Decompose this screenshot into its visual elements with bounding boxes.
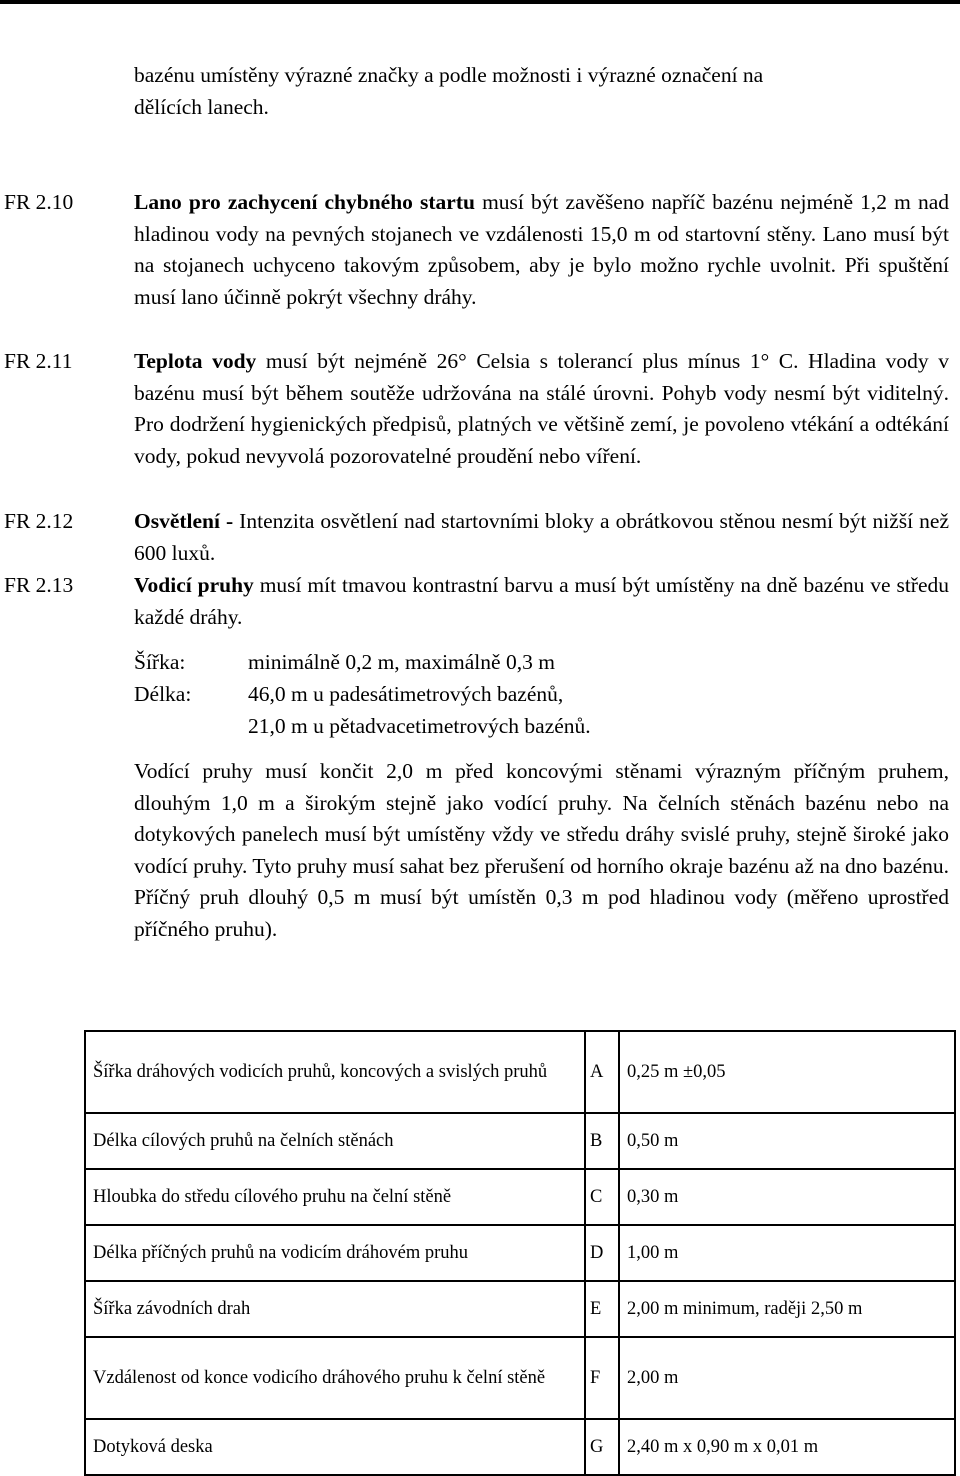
table-cell-value: 2,00 m minimum, raději 2,50 m — [619, 1281, 955, 1337]
rule-heading: Teplota vody — [134, 349, 257, 373]
table-cell-description: Hloubka do středu cílového pruhu na čelní stěně — [85, 1169, 585, 1225]
specification-table — [84, 1030, 956, 1476]
table-cell-code: E — [585, 1281, 619, 1337]
rule-paragraph — [134, 570, 949, 633]
table-cell-value: 0,50 m — [619, 1113, 955, 1169]
table-cell-value: 1,00 m — [619, 1225, 955, 1281]
page-top-rule — [0, 0, 960, 4]
table-row — [85, 1169, 955, 1225]
table-cell-value: 0,30 m — [619, 1169, 955, 1225]
table-cell-description: Šířka závodních drah — [85, 1281, 585, 1337]
rule-paragraph — [134, 187, 949, 313]
table-cell-description: Šířka dráhových vodicích pruhů, koncových a svislých pruhů — [85, 1031, 585, 1113]
table-row — [85, 1113, 955, 1169]
table-cell-description: Délka cílových pruhů na čelních stěnách — [85, 1113, 585, 1169]
rule-heading: Vodicí pruhy — [134, 573, 254, 597]
rule-paragraph — [134, 506, 949, 569]
width-label: Šířka: — [134, 650, 186, 674]
rule-id: FR 2.11 — [4, 349, 73, 373]
length-value-2: 21,0 m u pětadvacetimetrových bazénů. — [248, 714, 591, 738]
table-cell-code: C — [585, 1169, 619, 1225]
rule-heading: Osvětlení - — [134, 509, 234, 533]
table-row — [85, 1419, 955, 1475]
rule-heading: Lano pro zachycení chybného startu — [134, 190, 475, 214]
rule-text: musí mít tmavou kontrastní barvu a musí být umístěny na dně bazénu ve středu každé dráhy. — [134, 573, 949, 629]
table-cell-description: Dotyková deska — [85, 1419, 585, 1475]
closing-paragraph: Vodící pruhy musí končit 2,0 m před koncovými stěnami výrazným příčným pruhem, dlouhým 1,0 m a širokým stejně jako vodící pruhy. Na čelních stěnách bazénu nebo na dotykových panelech musí být umístěny vždy ve středu dráhy svislé pruhy, stejně široké jako vodící pruhy. Tyto pruhy musí sahat bez přerušení od horního okraje bazénu až na dno bazénu. Příčný pruh dlouhý 0,5 m musí být umístěn 0,3 m pod hladinou vody (měřeno uprostřed příčného pruhu). — [134, 759, 949, 941]
table-row — [85, 1337, 955, 1419]
rule-id: FR 2.13 — [4, 573, 74, 597]
table-cell-code: B — [585, 1113, 619, 1169]
table-cell-value: 2,00 m — [619, 1337, 955, 1419]
intro-line-2: dělících lanech. — [134, 94, 269, 119]
table-cell-description: Délka příčných pruhů na vodicím dráhovém pruhu — [85, 1225, 585, 1281]
width-value: minimálně 0,2 m, maximálně 0,3 m — [248, 650, 555, 674]
table-row — [85, 1281, 955, 1337]
rule-text: Intenzita osvětlení nad startovními bloky a obrátkovou stěnou nesmí být nižší než 600 luxů. — [134, 509, 950, 565]
table-cell-code: F — [585, 1337, 619, 1419]
rule-id: FR 2.10 — [4, 190, 74, 214]
intro-line-1: bazénu umístěny výrazné značky a podle možnosti i výrazné označení na — [134, 63, 764, 87]
rule-text: musí být nejméně 26° Celsia s tolerancí plus mínus 1° C. Hladina vody v bazénu musí být během soutěže udržována na stálé úrovni. Pohyb vody nesmí být viditelný. Pro dodržení hygienických předpisů, platných ve většině zemí, je povoleno vtékání a odtékání vody, pokud nevyvolá pozorovatelné proudění nebo víření. — [134, 349, 949, 468]
intro-paragraph — [134, 60, 949, 123]
table-cell-value: 2,40 m x 0,90 m x 0,01 m — [619, 1419, 955, 1475]
table-cell-description: Vzdálenost od konce vodicího dráhového pruhu k čelní stěně — [85, 1337, 585, 1419]
length-value-1: 46,0 m u padesátimetrových bazénů, — [248, 682, 564, 706]
length-label: Délka: — [134, 682, 192, 706]
rule-text: musí být zavěšeno napříč bazénu nejméně 1,2 m nad hladinou vody na pevných stojanech ve vzdálenosti 15,0 m od startovní stěny. Lano musí být na stojanech uchyceno takovým způsobem, aby je bylo možno rychle uvolnit. Při spuštění musí lano účinně pokrýt všechny dráhy. — [134, 190, 949, 309]
table-cell-code: G — [585, 1419, 619, 1475]
table-cell-value: 0,25 m ±0,05 — [619, 1031, 955, 1113]
table-row — [85, 1225, 955, 1281]
table-cell-code: A — [585, 1031, 619, 1113]
rule-paragraph — [134, 346, 949, 472]
rule-id: FR 2.12 — [4, 509, 74, 533]
table-cell-code: D — [585, 1225, 619, 1281]
table-row — [85, 1031, 955, 1113]
